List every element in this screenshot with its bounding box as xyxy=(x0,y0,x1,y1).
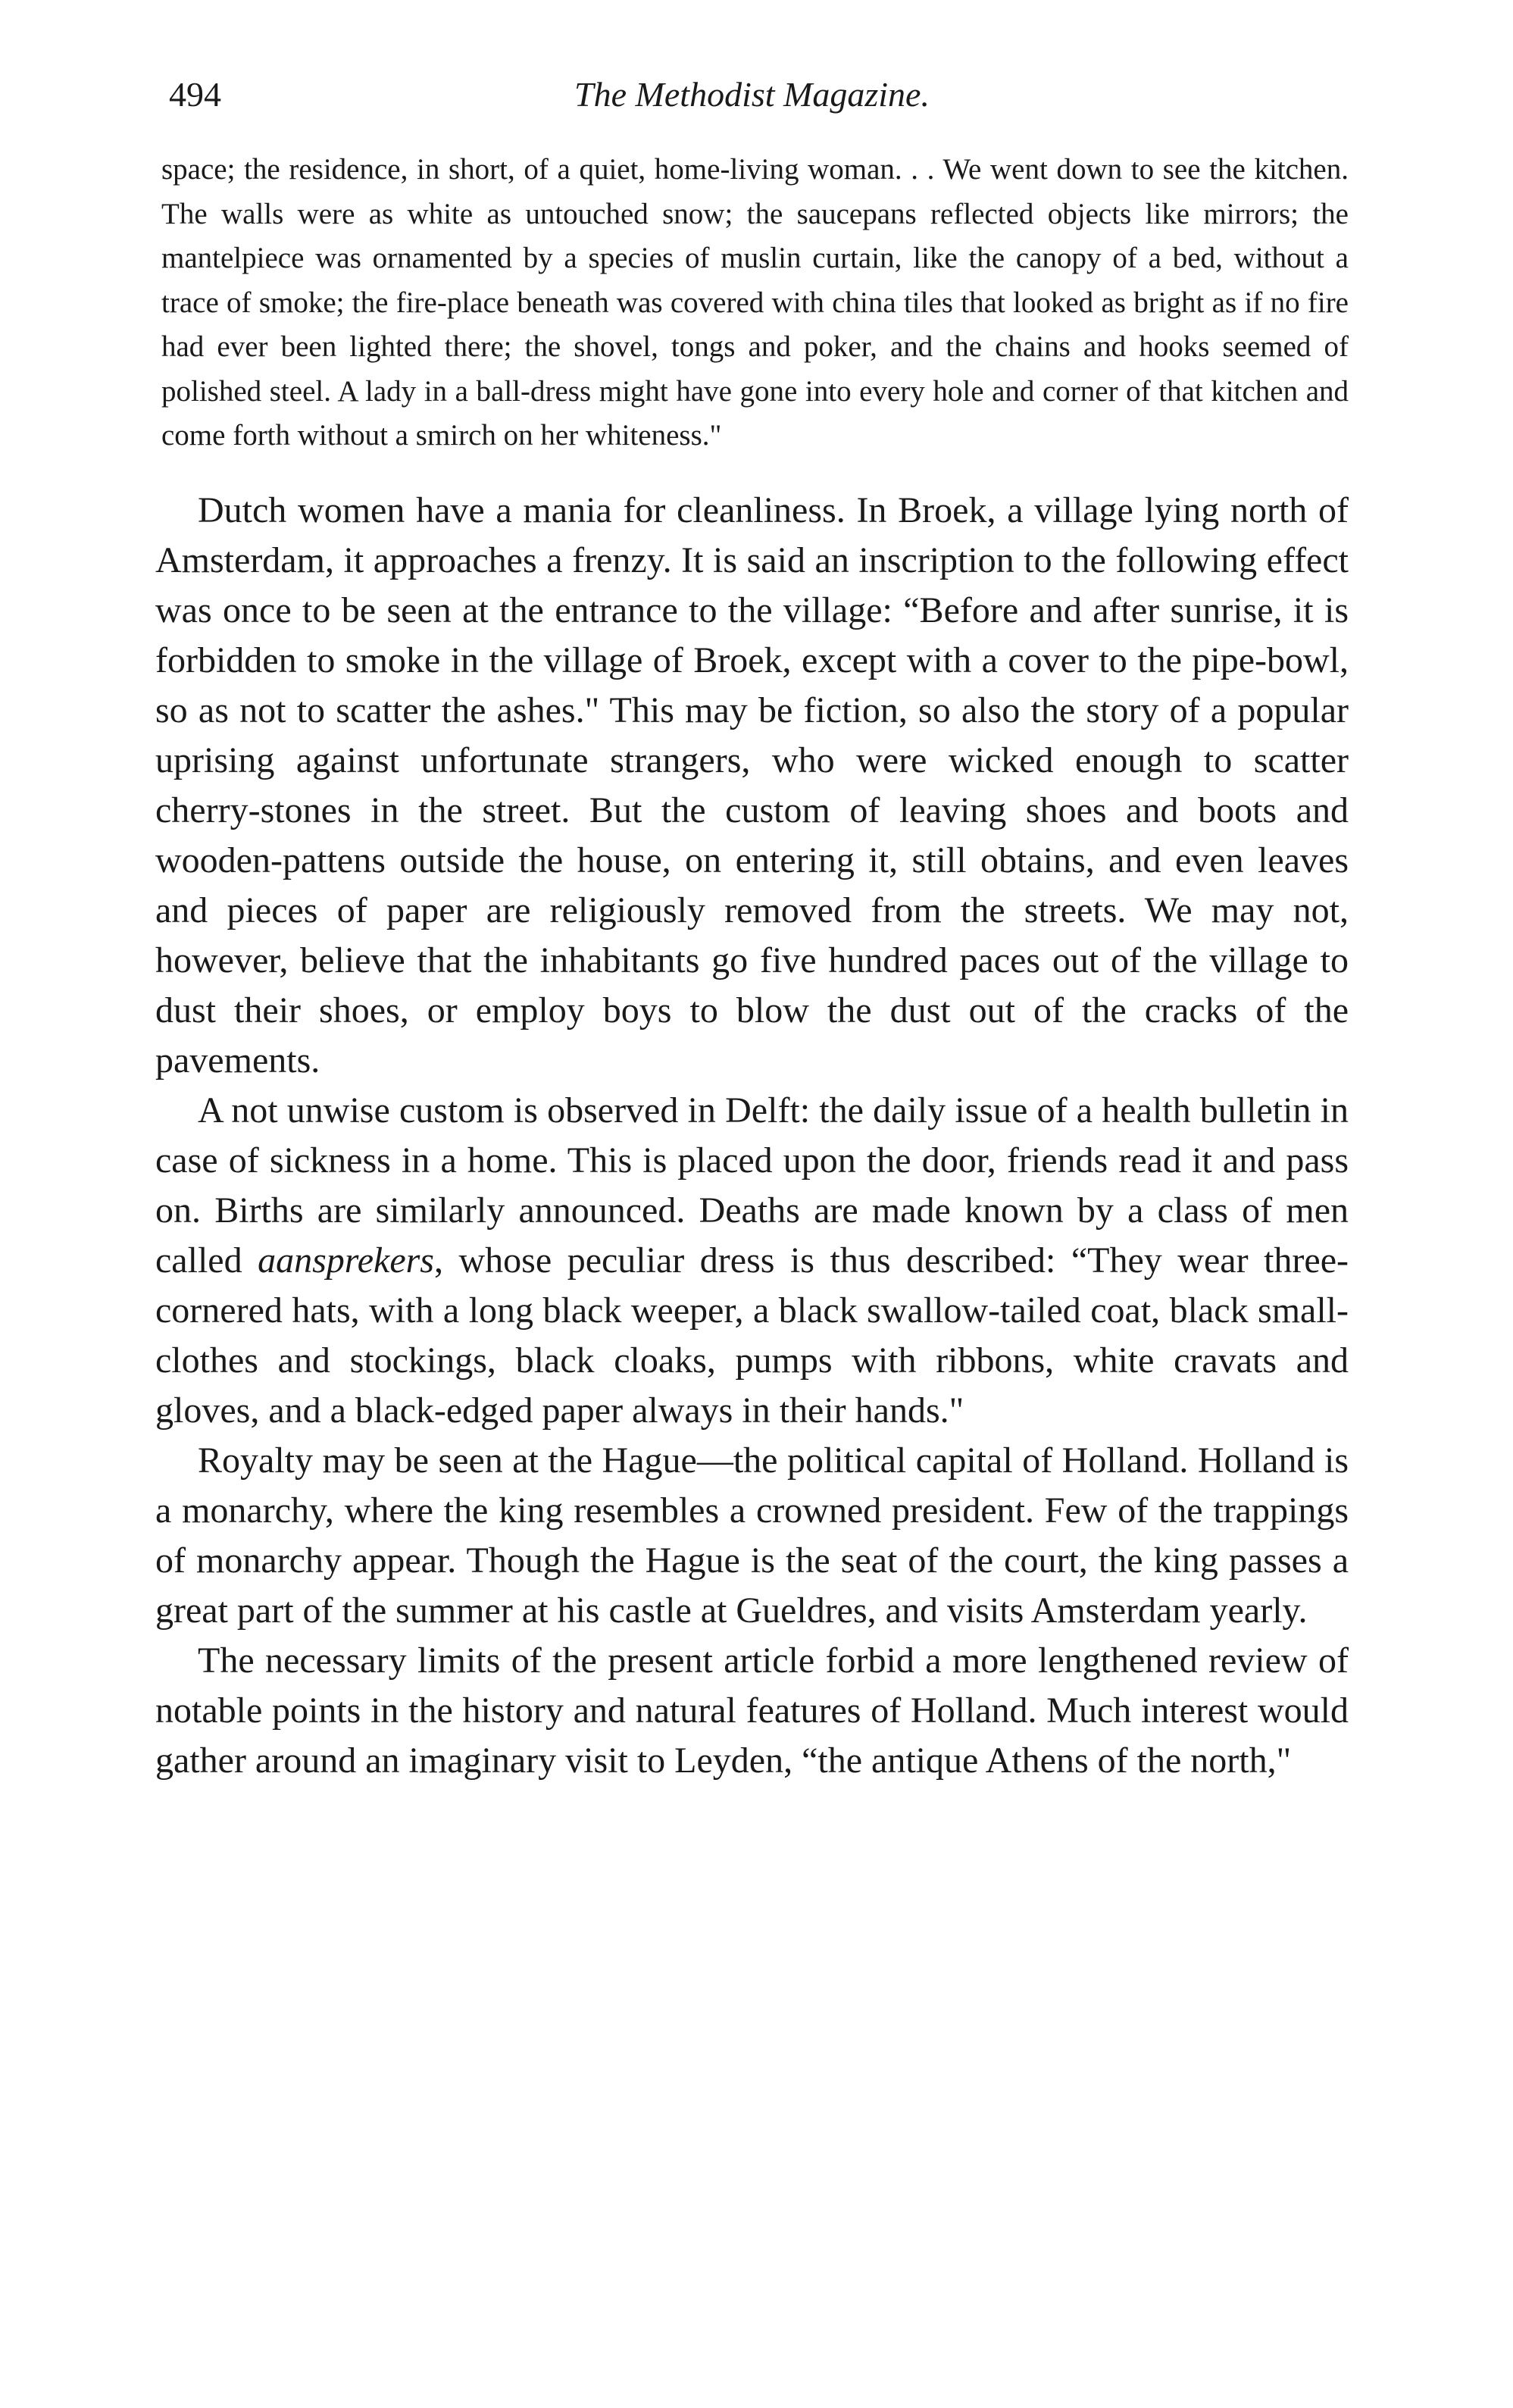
running-head xyxy=(155,72,1349,117)
block-quote: space; the residence, in short, of a quiet, home-living woman. . . We went down to see the kitchen. The walls were as white as untouched snow; the saucepans reflected objects like mirrors; the mantelpiece was ornamented by a species of muslin curtain, like the canopy of a bed, without a trace of smoke; the fire-place beneath was covered with china tiles that looked as bright as if no fire had ever been lighted there; the shovel, tongs and poker, and the chains and hooks seemed of polished steel. A lady in a ball-dress might have gone into every hole and corner of that kitchen and come forth without a smirch on her whiteness." xyxy=(161,153,1349,452)
paragraph-royalty: Royalty may be seen at the Hague—the political capital of Holland. Holland is a monarchy, where the king resembles a crowned president. Few of the trappings of monarchy appear. Though the Hague is the seat of the court, the king passes a great part of the summer at his castle at Gueldres, and visits Amsterdam yearly. xyxy=(155,1440,1349,1631)
running-title: The Methodist Magazine. xyxy=(574,75,930,114)
paragraph-text: , whose peculiar dress is thus described: “They wear three-cornered hats, with a long black weeper, a black swallow-tailed coat, black small-clothes and stockings, black cloaks, pumps with ribbons, white cravats and gloves, and a black-edged paper always in their hands." xyxy=(155,1240,1349,1431)
paragraph-limits: The necessary limits of the present article forbid a more lengthened review of notable points in the history and natural features of Holland. Much interest would gather around an imaginary visit to Leyden, “the antique Athens of the north," xyxy=(155,1640,1349,1781)
paragraph-delft-custom xyxy=(155,1086,1349,1436)
body-text xyxy=(155,486,1349,1786)
italic-term: aansprekers xyxy=(258,1240,434,1281)
page-number: 494 xyxy=(169,75,221,114)
paragraph-cleanliness: Dutch women have a mania for cleanliness. In Broek, a village lying north of Amsterdam, it approaches a frenzy. It is said an inscription to the following effect was once to be seen at the entrance to the village: “Before and after sunrise, it is forbidden to smoke in the village of Broek, except with a cover to the pipe-bowl, so as not to scatter the ashes." This may be fiction, so also the story of a popular uprising against unfortunate strangers, who were wicked enough to scatter cherry-stones in the street. But the custom of leaving shoes and boots and wooden-pattens outside the house, on entering it, still obtains, and even leaves and pieces of paper are religiously removed from the streets. We may not, however, believe that the inhabitants go five hundred paces out of the village to dust their shoes, or employ boys to blow the dust out of the cracks of the pavements. xyxy=(155,489,1349,1080)
paragraph-text: A not unwise custom is observed in Delft: the daily issue of a health bulletin in case of sickness in a home. This is placed upon the door, friends read it and pass on. Births are similarly announced. Deaths are made known by a class of men called xyxy=(155,1090,1349,1281)
page xyxy=(155,72,1349,1786)
